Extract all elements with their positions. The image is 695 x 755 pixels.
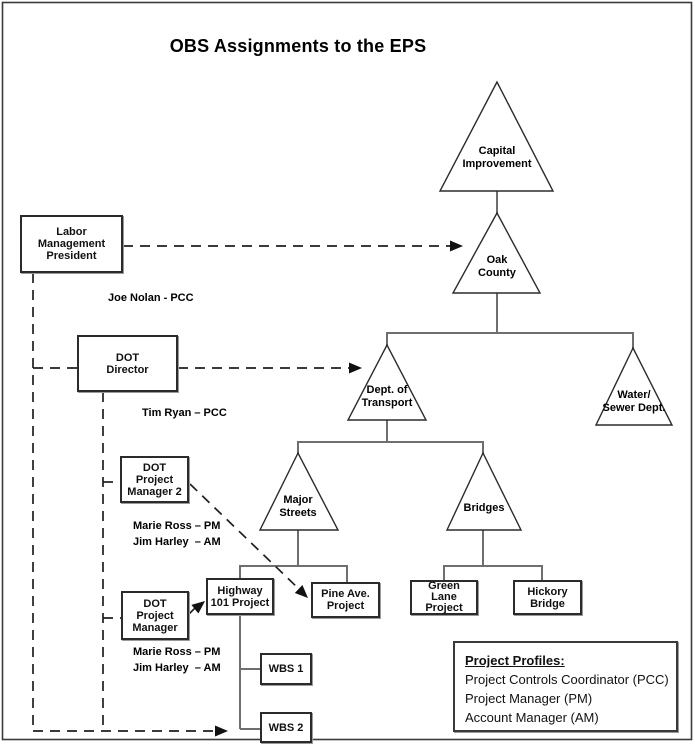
green-lane-project-box: Green Lane Project xyxy=(410,580,478,615)
arrowheads xyxy=(191,241,463,737)
legend-item-pcc: Project Controls Coordinator (PCC) xyxy=(465,672,669,687)
bridges-label: Bridges xyxy=(463,502,505,514)
major-streets-label: Major Streets xyxy=(279,494,317,519)
legend-item-pm: Project Manager (PM) xyxy=(465,691,593,706)
bridges-triangle xyxy=(447,453,521,530)
arrowhead-to-highway-101 xyxy=(191,601,205,614)
dept-of-transport-label: Dept. of Transport xyxy=(361,384,413,409)
pm-staff-annotation: Marie Ross – PM Jim Harley – AM xyxy=(133,646,221,674)
wbs-2-box: WBS 2 xyxy=(260,712,312,743)
water-sewer-dept-label: Water/ Sewer Dept. xyxy=(602,389,666,414)
legend-heading: Project Profiles: xyxy=(465,653,565,668)
joe-nolan-pcc-annotation: Joe Nolan - PCC xyxy=(108,292,194,304)
arrowhead-to-wbs2 xyxy=(215,726,228,737)
capital-improvement-label: Capital Improvement xyxy=(462,145,532,170)
tim-ryan-pcc-annotation: Tim Ryan – PCC xyxy=(142,407,227,419)
arrowhead-to-pine-ave xyxy=(295,585,308,598)
project-profiles-legend xyxy=(453,641,678,732)
oak-county-label: Oak County xyxy=(478,254,516,279)
arrowhead-to-oak-county xyxy=(450,241,463,252)
oak-county-triangle xyxy=(453,213,540,293)
capital-improvement-triangle xyxy=(440,82,553,191)
arrowhead-to-dept-transport xyxy=(349,363,362,374)
dot-project-manager-box: DOT Project Manager xyxy=(121,591,189,640)
pm2-staff-annotation: Marie Ross – PM Jim Harley – AM xyxy=(133,520,221,548)
wbs-1-box: WBS 1 xyxy=(260,653,312,685)
dot-project-manager-2-box: DOT Project Manager 2 xyxy=(120,456,189,503)
diagram-title: OBS Assignments to the EPS xyxy=(169,36,427,56)
labor-management-president-box: Labor Management President xyxy=(20,215,123,273)
dot-director-box: DOT Director xyxy=(77,335,178,392)
dashed-connectors xyxy=(33,246,450,731)
hickory-bridge-box: Hickory Bridge xyxy=(513,580,582,615)
legend-item-am: Account Manager (AM) xyxy=(465,710,599,725)
highway-101-project-box: Highway 101 Project xyxy=(206,578,274,615)
pine-ave-project-box: Pine Ave. Project xyxy=(311,582,380,618)
